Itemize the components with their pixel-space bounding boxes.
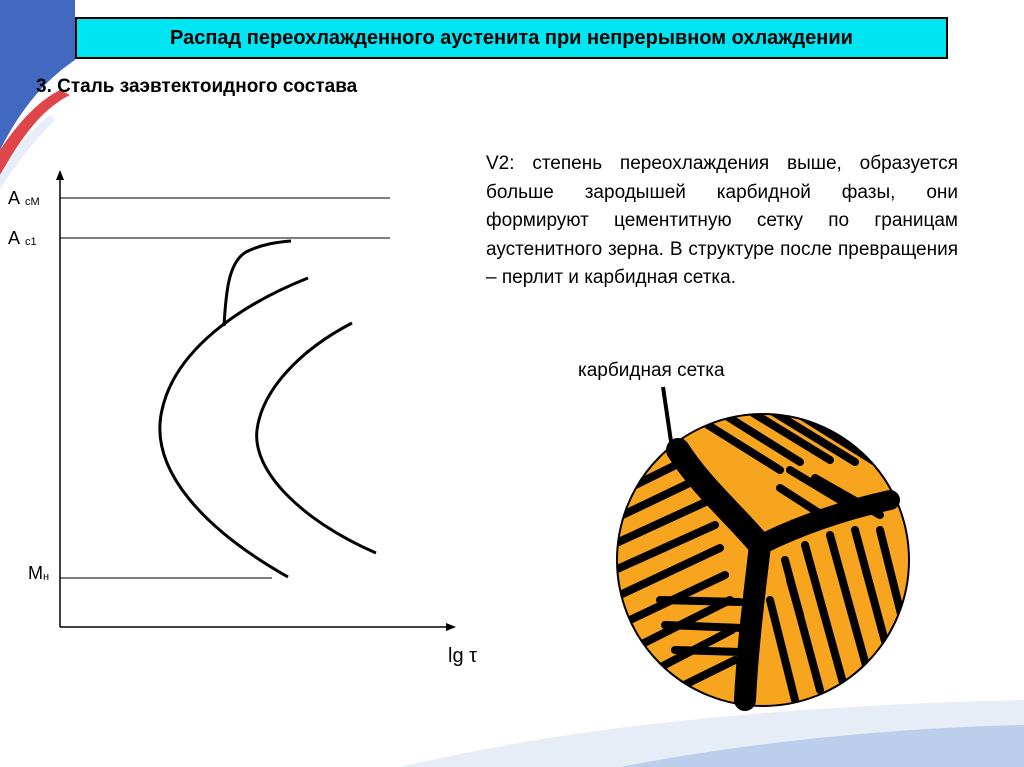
- slide-subtitle: 3. Сталь заэвтектоидного состава: [36, 76, 358, 97]
- carbide-network-label: карбидная сетка: [578, 360, 725, 381]
- description-paragraph: V2: степень переохлаждения выше, образуется больше зародышей карбидной фазы, они формируют цементитную сетку по границам аустенитного зерна. В структуре после превращения – перлит и карбидная сетка.: [486, 153, 958, 288]
- slide-title: Распад переохлажденного аустенита при непрерывном охлаждении: [75, 17, 948, 59]
- acm-label: А $_{сМ}$: [8, 188, 40, 208]
- ac1-label: А $_{с1}$: [8, 228, 37, 248]
- x-axis-label: lg τ: [448, 645, 478, 667]
- mn-label: $М_н$: [28, 563, 50, 583]
